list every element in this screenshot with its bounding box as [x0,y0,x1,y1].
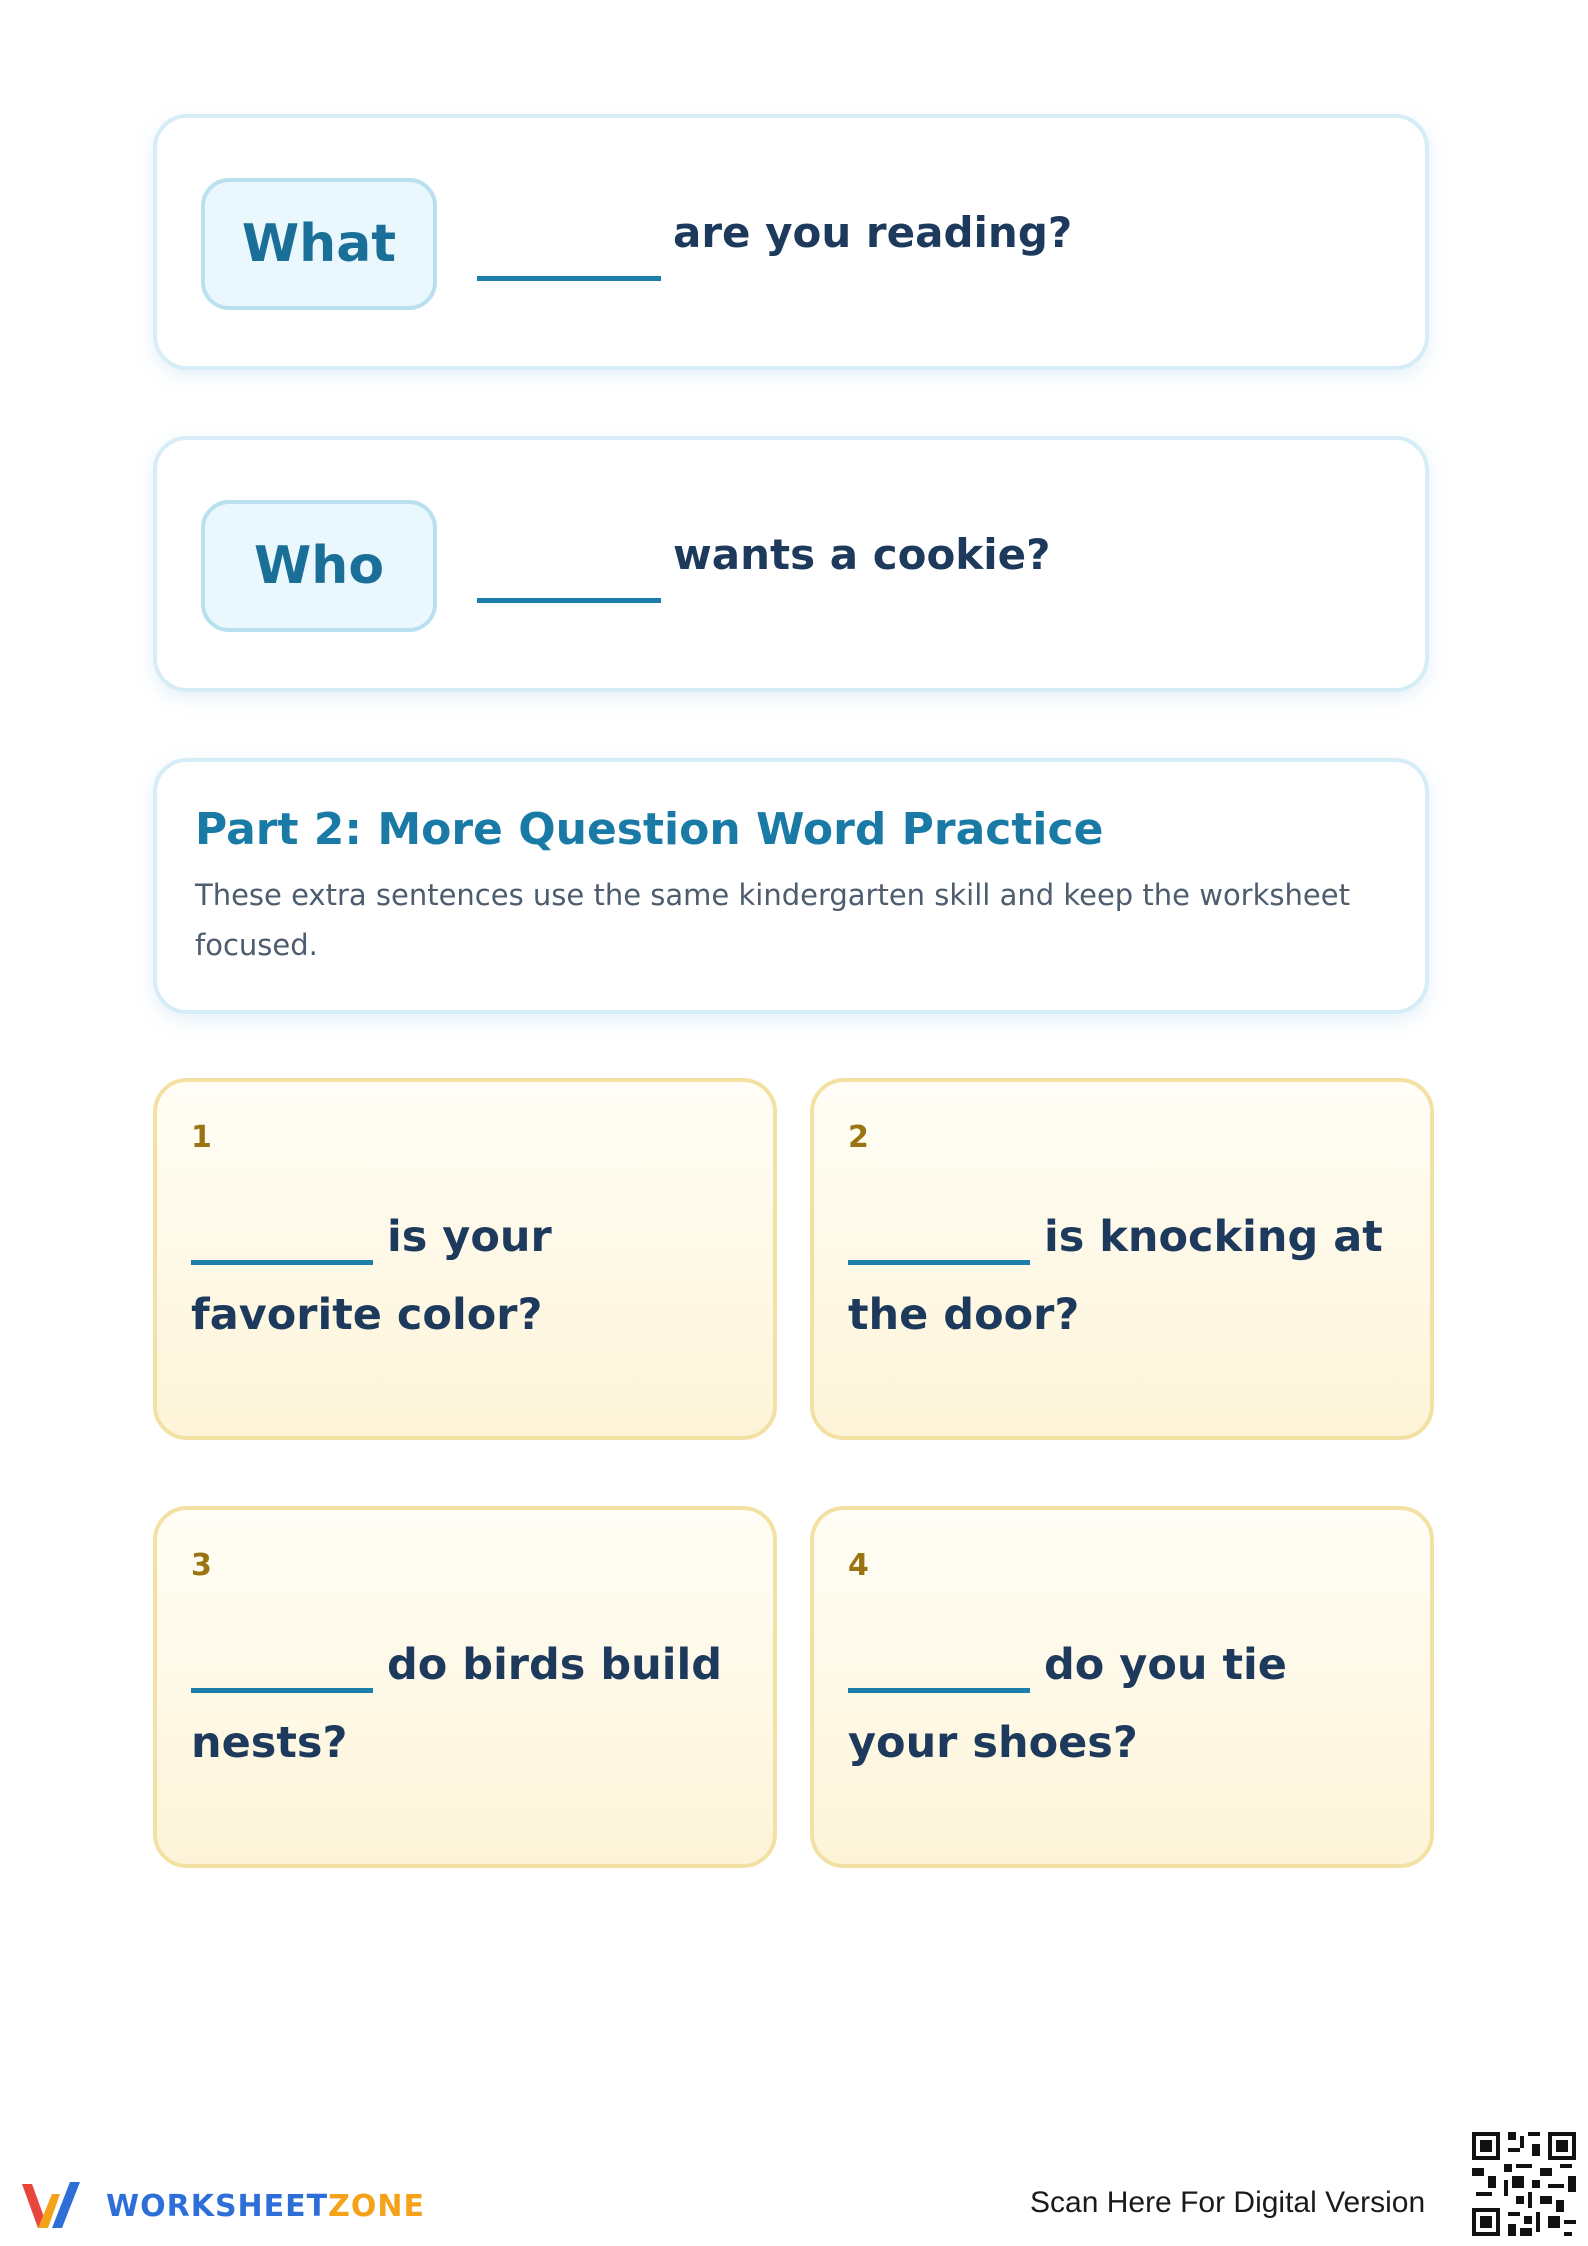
practice-number: 2 [848,1120,869,1155]
answer-blank-line[interactable] [848,1630,1030,1693]
practice-sentence [848,1198,1408,1354]
practice-text: do birds build nests? [191,1640,723,1768]
practice-number: 3 [191,1548,212,1583]
practice-card-2 [810,1078,1434,1440]
question-word-pill: Who [201,500,437,632]
part2-description: These extra sentences use the same kindergarten skill and keep the worksheet focused. [195,878,1350,962]
qr-code-icon[interactable] [1468,2128,1580,2240]
question-card-what [153,114,1429,370]
practice-sentence [191,1198,751,1354]
answer-blank-line[interactable] [477,598,661,603]
part2-header-card [153,758,1429,1014]
answer-blank-line[interactable] [477,276,661,281]
answer-blank-line[interactable] [191,1202,373,1265]
answer-blank-line[interactable] [191,1630,373,1693]
question-text: wants a cookie? [673,530,1051,579]
footer-brand[interactable] [18,2176,425,2236]
practice-sentence [848,1626,1408,1782]
answer-blank-line[interactable] [848,1202,1030,1265]
worksheetzone-logo-icon [18,2176,92,2236]
practice-number: 1 [191,1120,212,1155]
practice-text: is your favorite color? [191,1212,552,1340]
brand-name: WORKSHEETZONE [106,2188,425,2224]
question-card-who [153,436,1429,692]
question-text: are you reading? [673,208,1073,257]
practice-card-1 [153,1078,777,1440]
practice-card-4 [810,1506,1434,1868]
practice-sentence [191,1626,751,1782]
scan-instruction: Scan Here For Digital Version [1030,2186,1426,2219]
practice-card-3 [153,1506,777,1868]
question-word-pill: What [201,178,437,310]
practice-number: 4 [848,1548,869,1583]
practice-text: is knocking at the door? [848,1212,1383,1340]
part2-title: Part 2: More Question Word Practice [195,804,1104,855]
practice-text: do you tie your shoes? [848,1640,1287,1768]
